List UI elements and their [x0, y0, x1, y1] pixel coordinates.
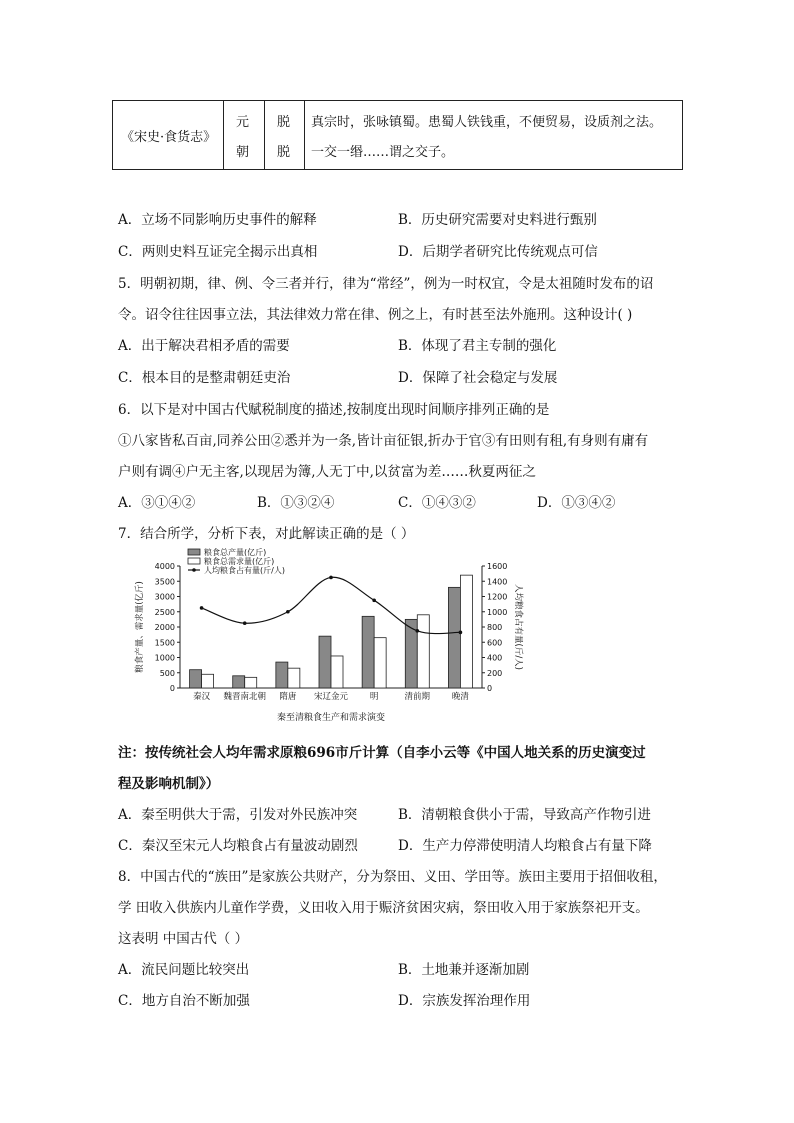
bar-production	[362, 616, 374, 688]
table-content-1: 真宗时，张咏镇蜀。患蜀人铁钱重，不便贸易，设质剂之法。	[311, 115, 663, 130]
q7-option-b[interactable]: B．清朝粮食供小于需，导致高产作物引进	[398, 807, 651, 823]
table-content-2: 一交一缗……谓之交子。	[311, 145, 455, 160]
bar-production	[448, 587, 460, 688]
y-tick-label-left: 1500	[154, 638, 175, 648]
table-author-2: 脱	[277, 145, 291, 160]
q6-stem-line3: 户则有调④户无主客,以现居为簿,人无丁中,以贫富为差……秋夏两征之	[118, 464, 536, 480]
bar-production	[233, 676, 245, 688]
bar-demand	[331, 656, 343, 688]
table-dynasty-2: 朝	[236, 145, 250, 160]
q6-option-b[interactable]: B．①③②④	[257, 495, 335, 511]
table-dynasty-1: 元	[236, 115, 250, 130]
q7-option-a[interactable]: A．秦至明供大于需，引发对外民族冲突	[118, 807, 358, 823]
x-tick-label: 秦汉	[193, 692, 211, 702]
per-capita-point	[286, 610, 290, 614]
legend-label-production: 粮食总产量(亿斤)	[204, 548, 267, 557]
table-author-1: 脱	[277, 115, 291, 130]
q6-option-d[interactable]: D．①③④②	[537, 495, 616, 511]
q6-option-c[interactable]: C．①④③②	[398, 495, 476, 511]
per-capita-point	[200, 606, 204, 610]
table-divider	[264, 101, 265, 169]
q8-option-c[interactable]: C．地方自治不断加强	[118, 993, 250, 1009]
y-tick-label-right: 1200	[487, 592, 508, 602]
legend-swatch-production	[188, 549, 200, 555]
q5-option-b[interactable]: B．体现了君主专制的强化	[398, 338, 557, 354]
y-axis-label-left: 粮食产量、需求量(亿斤)	[135, 581, 145, 673]
q6-stem-line2: ①八家皆私百亩,同养公田②悉并为一条,皆计亩征银,折办于官③有田则有租,有身则有庸有	[118, 433, 649, 449]
q4-option-d[interactable]: D．后期学者研究比传统观点可信	[398, 244, 598, 260]
legend-label-per-capita: 人均粮食占有量(斤/人)	[204, 566, 285, 575]
q5-option-a[interactable]: A．出于解决君相矛盾的需要	[118, 338, 290, 354]
table-divider	[304, 101, 305, 169]
q8-option-a[interactable]: A．流民问题比较突出	[118, 962, 250, 978]
bar-production	[276, 662, 288, 688]
y-tick-label-left: 4000	[154, 562, 175, 571]
q8-stem-line3: 这表明 中国古代（ ）	[118, 931, 249, 947]
grain-chart	[128, 548, 524, 724]
q8-stem-line2: 学 田收入供族内儿童作学费，义田收入用于赈济贫困灾病，祭田收入用于家族祭祀开支。	[118, 900, 649, 916]
q8-option-d[interactable]: D．宗族发挥治理作用	[398, 993, 531, 1009]
x-tick-label: 隋唐	[279, 692, 297, 702]
x-tick-label: 魏晋南北朝	[223, 692, 266, 702]
q5-stem-line1: 5．明朝初期，律、例、令三者并行，律为“常经”，例为一时权宜，令是太祖随时发布的诏	[118, 276, 654, 292]
bar-demand	[245, 677, 257, 688]
q7-option-d[interactable]: D．生产力停滞使明清人均粮食占有量下降	[398, 838, 652, 854]
y-tick-label-right: 0	[487, 684, 493, 693]
y-tick-label-right: 200	[487, 668, 503, 678]
table-source: 《宋史·食货志》	[121, 130, 217, 145]
bar-demand	[417, 615, 429, 688]
per-capita-point	[372, 599, 376, 603]
q5-option-d[interactable]: D．保障了社会稳定与发展	[398, 370, 558, 386]
bar-demand	[202, 674, 214, 688]
q5-stem-line2: 令。诏令往往因事立法，其法律效力常在律、例之上，有时甚至法外施刑。这种设计( )	[118, 307, 633, 323]
legend-swatch-demand	[188, 558, 200, 564]
y-tick-label-left: 3500	[154, 577, 175, 587]
y-tick-label-right: 1600	[487, 562, 508, 571]
per-capita-point	[459, 631, 463, 635]
y-tick-label-left: 3000	[154, 592, 175, 602]
q8-option-b[interactable]: B．土地兼并逐渐加剧	[398, 962, 530, 978]
y-tick-label-left: 1000	[154, 653, 175, 663]
grain-chart-svg	[128, 548, 524, 724]
y-tick-label-right: 600	[487, 638, 503, 648]
y-tick-label-right: 1000	[487, 607, 508, 617]
table-divider	[223, 101, 224, 169]
y-tick-label-right: 1400	[487, 577, 508, 587]
q5-option-c[interactable]: C．根本目的是整肃朝廷吏治	[118, 370, 291, 386]
q8-stem-line1: 8．中国古代的“族田”是家族公共财产，分为祭田、义田、学田等。族田主要用于招佃收租，	[118, 869, 667, 885]
bar-demand	[288, 668, 300, 688]
x-tick-label: 宋辽金元	[313, 692, 349, 702]
q4-option-b[interactable]: B．历史研究需要对史料进行甄别	[398, 212, 597, 228]
y-tick-label-right: 800	[487, 623, 503, 632]
per-capita-point	[415, 629, 419, 633]
q4-option-c[interactable]: C．两则史料互证完全揭示出真相	[118, 244, 318, 260]
q7-stem: 7．结合所学，分析下表，对此解读正确的是（ ）	[118, 526, 415, 542]
bar-production	[190, 670, 202, 688]
legend-label-demand: 粮食总需求量(亿斤)	[204, 557, 275, 566]
source-table	[112, 100, 683, 170]
q6-option-a[interactable]: A．③①④②	[118, 495, 196, 511]
q7-note-line2: 程及影响机制》）	[118, 776, 220, 792]
bar-production	[319, 636, 331, 688]
y-tick-label-left: 0	[169, 684, 175, 693]
bar-demand	[460, 575, 472, 688]
y-axis-label-right: 人均粮食占有量(斤/人)	[513, 584, 523, 670]
per-capita-point	[243, 621, 247, 625]
legend-swatch-per-capita-dot	[192, 568, 196, 572]
q7-option-c[interactable]: C．秦汉至宋元人均粮食占有量波动剧烈	[118, 838, 358, 854]
x-tick-label: 清前期	[404, 692, 431, 702]
y-tick-label-right: 400	[487, 653, 503, 663]
q6-stem-line1: 6．以下是对中国古代赋税制度的描述,按制度出现时间顺序排列正确的是	[118, 402, 550, 418]
y-tick-label-left: 2000	[154, 623, 175, 632]
q4-option-a[interactable]: A．立场不同影响历史事件的解释	[118, 212, 317, 228]
x-tick-label: 明	[369, 692, 379, 702]
chart-title: 秦至清粮食生产和需求演变	[276, 713, 386, 723]
x-tick-label: 晚清	[451, 692, 469, 702]
y-tick-label-left: 2500	[154, 607, 175, 617]
per-capita-point	[329, 576, 333, 580]
q7-note-line1: 注：按传统社会人均年需求原粮696市斤计算（自李小云等《中国人地关系的历史演变过	[118, 745, 646, 761]
bar-demand	[374, 638, 386, 688]
y-tick-label-left: 500	[159, 668, 175, 678]
